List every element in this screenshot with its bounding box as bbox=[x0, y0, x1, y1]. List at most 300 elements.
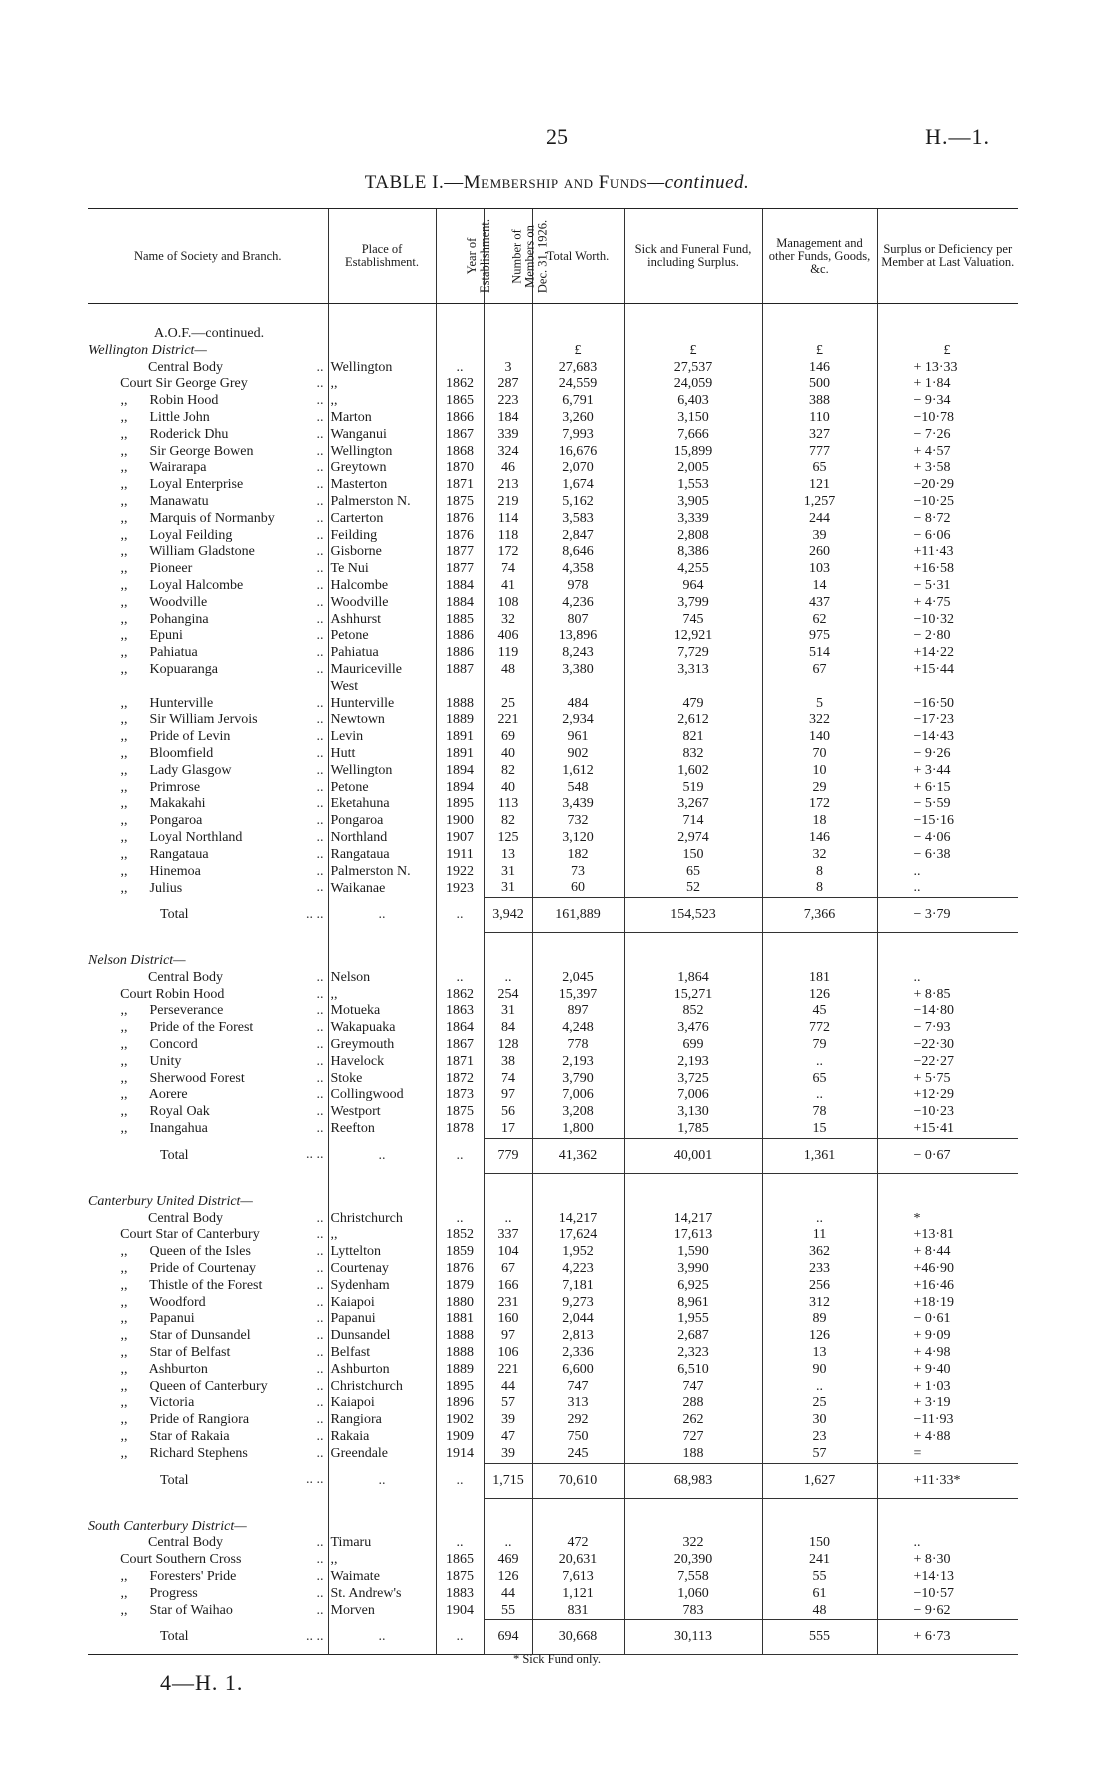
place-of-establishment: Wellington bbox=[330, 762, 393, 778]
leader-dots: .. bbox=[316, 1294, 324, 1310]
sick-funeral-fund: 288 bbox=[624, 1395, 762, 1412]
place-of-establishment: Greendale bbox=[330, 1446, 389, 1462]
sick-funeral-fund: 12,921 bbox=[624, 628, 762, 645]
surplus-deficiency: .. bbox=[877, 970, 1018, 987]
place-of-establishment: Reefton bbox=[330, 1121, 375, 1137]
sick-funeral-fund: 479 bbox=[624, 696, 762, 713]
surplus-deficiency: + 8·85 bbox=[877, 987, 1018, 1004]
surplus-deficiency: + 9·09 bbox=[877, 1328, 1018, 1345]
place-cell bbox=[328, 1362, 436, 1379]
leader-dots: .. bbox=[316, 829, 324, 845]
place-of-establishment: Collingwood bbox=[330, 1087, 404, 1103]
table-row bbox=[88, 1362, 1018, 1379]
total-worth: 17,624 bbox=[532, 1227, 624, 1244]
place-cell bbox=[328, 1295, 436, 1312]
total-worth: 978 bbox=[532, 578, 624, 595]
member-count: 3 bbox=[484, 360, 532, 377]
management-funds: 55 bbox=[762, 1569, 877, 1586]
surplus-deficiency: + 6·15 bbox=[877, 780, 1018, 797]
year-established: 1876 bbox=[436, 528, 484, 545]
branch-name-cell bbox=[88, 813, 328, 830]
spacer-cell bbox=[532, 933, 624, 954]
year-established: 1884 bbox=[436, 578, 484, 595]
sick-funeral-fund: 8,961 bbox=[624, 1295, 762, 1312]
surplus-deficiency: − 5·31 bbox=[877, 578, 1018, 595]
spacer-cell bbox=[328, 304, 436, 327]
surplus-deficiency: +18·19 bbox=[877, 1295, 1018, 1312]
place-cell bbox=[328, 1429, 436, 1446]
place-of-establishment: Palmerston N. bbox=[330, 493, 411, 509]
member-count: 223 bbox=[484, 393, 532, 410]
branch-name: Sir William Jervois bbox=[149, 712, 258, 728]
sick-funeral-fund: 27,537 bbox=[624, 360, 762, 377]
branch-prefix: ,, bbox=[120, 813, 128, 829]
empty-cell bbox=[624, 953, 762, 970]
year-established: 1876 bbox=[436, 1261, 484, 1278]
place-of-establishment: ,, bbox=[330, 376, 338, 392]
branch-name: Pride of Levin bbox=[149, 729, 231, 745]
total-worth: 3,260 bbox=[532, 410, 624, 427]
total-worth bbox=[532, 679, 624, 696]
year-established: 1867 bbox=[436, 1037, 484, 1054]
spacer-cell bbox=[532, 1173, 624, 1194]
branch-name-cell bbox=[88, 1345, 328, 1362]
place-cell bbox=[328, 1552, 436, 1569]
branch-name: Julius bbox=[149, 880, 183, 896]
branch-prefix: ,, bbox=[120, 527, 128, 543]
place-cell bbox=[328, 1328, 436, 1345]
leader-dots: .. bbox=[316, 409, 324, 425]
total-worth: 7,006 bbox=[532, 1087, 624, 1104]
place-cell bbox=[328, 796, 436, 813]
sick-funeral-fund: 7,006 bbox=[624, 1087, 762, 1104]
place-of-establishment: Courtenay bbox=[330, 1261, 389, 1277]
year-established: 1870 bbox=[436, 460, 484, 477]
year-established: 1876 bbox=[436, 511, 484, 528]
branch-name: Loyal Feilding bbox=[149, 527, 233, 543]
surplus-deficiency: − 6·06 bbox=[877, 528, 1018, 545]
table-row bbox=[88, 544, 1018, 561]
management-funds: 15 bbox=[762, 1121, 877, 1138]
table-row bbox=[88, 628, 1018, 645]
year-established: 1907 bbox=[436, 830, 484, 847]
total-label: Total bbox=[160, 1472, 189, 1488]
surplus-deficiency: − 9·62 bbox=[877, 1603, 1018, 1620]
member-count: 221 bbox=[484, 712, 532, 729]
member-count: 17 bbox=[484, 1121, 532, 1138]
currency-unit: £ bbox=[762, 343, 877, 360]
place-cell bbox=[328, 444, 436, 461]
sick-funeral-fund: 852 bbox=[624, 1003, 762, 1020]
table-row bbox=[88, 494, 1018, 511]
empty-cell bbox=[532, 953, 624, 970]
empty-cell bbox=[762, 326, 877, 343]
leader-dots: .. bbox=[316, 1121, 324, 1137]
place-cell bbox=[328, 1211, 436, 1228]
total-worth: 9,273 bbox=[532, 1295, 624, 1312]
table-row bbox=[88, 1311, 1018, 1328]
total-worth: 807 bbox=[532, 612, 624, 629]
empty-cell bbox=[762, 1519, 877, 1536]
table-row bbox=[88, 1603, 1018, 1620]
total-worth: 292 bbox=[532, 1412, 624, 1429]
sick-funeral-fund: 3,799 bbox=[624, 595, 762, 612]
place-cell bbox=[328, 1412, 436, 1429]
table-row bbox=[88, 595, 1018, 612]
branch-prefix: ,, bbox=[120, 1311, 128, 1327]
member-count: .. bbox=[484, 1535, 532, 1552]
table-row bbox=[88, 376, 1018, 393]
management-funds: 14 bbox=[762, 578, 877, 595]
total-members: 694 bbox=[484, 1620, 532, 1655]
leader-dots: .. bbox=[316, 1552, 324, 1568]
total-worth: 24,559 bbox=[532, 376, 624, 393]
header-total-worth: Total Worth. bbox=[532, 209, 624, 304]
sick-funeral-fund: 783 bbox=[624, 1603, 762, 1620]
total-year-dots: .. bbox=[436, 1138, 484, 1173]
management-funds: 241 bbox=[762, 1552, 877, 1569]
surplus-deficiency: + 3·58 bbox=[877, 460, 1018, 477]
total-worth: 1,121 bbox=[532, 1586, 624, 1603]
empty-cell bbox=[436, 953, 484, 970]
empty-cell bbox=[436, 1519, 484, 1536]
place-cell bbox=[328, 1603, 436, 1620]
spacer-cell bbox=[624, 1498, 762, 1519]
management-funds: 126 bbox=[762, 987, 877, 1004]
year-established: 1864 bbox=[436, 1020, 484, 1037]
sick-funeral-fund: 1,060 bbox=[624, 1586, 762, 1603]
branch-name: Hinemoa bbox=[149, 863, 201, 879]
spacer-cell bbox=[624, 1173, 762, 1194]
total-surplus: + 6·73 bbox=[877, 1620, 1018, 1655]
total-year-dots: .. bbox=[436, 898, 484, 933]
member-count: 128 bbox=[484, 1037, 532, 1054]
sick-funeral-fund: 1,553 bbox=[624, 477, 762, 494]
table-row bbox=[88, 679, 1018, 696]
currency-unit: £ bbox=[532, 343, 624, 360]
place-cell bbox=[328, 847, 436, 864]
branch-name-cell bbox=[88, 427, 328, 444]
spacer-row bbox=[88, 933, 1018, 954]
member-count: 97 bbox=[484, 1087, 532, 1104]
branch-name: Star of Canterbury bbox=[155, 1227, 260, 1243]
branch-name: Hunterville bbox=[149, 695, 214, 711]
management-funds: 327 bbox=[762, 427, 877, 444]
total-worth: 7,181 bbox=[532, 1278, 624, 1295]
total-worth: 4,223 bbox=[532, 1261, 624, 1278]
year-established: 1868 bbox=[436, 444, 484, 461]
leader-dots: .. bbox=[316, 1361, 324, 1377]
member-count: 32 bbox=[484, 612, 532, 629]
place-of-establishment: Ashburton bbox=[330, 1361, 390, 1377]
year-established: 1877 bbox=[436, 544, 484, 561]
sick-funeral-fund: 3,313 bbox=[624, 662, 762, 679]
sick-funeral-fund: 7,666 bbox=[624, 427, 762, 444]
total-worth: 313 bbox=[532, 1395, 624, 1412]
branch-name-cell bbox=[88, 679, 328, 696]
member-count: 221 bbox=[484, 1362, 532, 1379]
surplus-deficiency: − 8·72 bbox=[877, 511, 1018, 528]
table-row bbox=[88, 1071, 1018, 1088]
place-cell bbox=[328, 477, 436, 494]
total-worth: 73 bbox=[532, 864, 624, 881]
surplus-deficiency: −20·29 bbox=[877, 477, 1018, 494]
table-row bbox=[88, 763, 1018, 780]
management-funds: 8 bbox=[762, 880, 877, 897]
leader-dots: .. bbox=[316, 1378, 324, 1394]
branch-name-cell bbox=[88, 847, 328, 864]
membership-table-container bbox=[88, 208, 1018, 1657]
management-funds: 181 bbox=[762, 970, 877, 987]
table-title-subject: Membership and Funds bbox=[463, 172, 648, 193]
year-established: 1872 bbox=[436, 1071, 484, 1088]
surplus-deficiency: + 4·98 bbox=[877, 1345, 1018, 1362]
branch-prefix: ,, bbox=[120, 628, 128, 644]
branch-name: Richard Stephens bbox=[149, 1446, 248, 1462]
spacer-cell bbox=[877, 933, 1018, 954]
total-worth: 1,800 bbox=[532, 1121, 624, 1138]
leader-dots: .. bbox=[316, 426, 324, 442]
management-funds: 256 bbox=[762, 1278, 877, 1295]
member-count: 38 bbox=[484, 1054, 532, 1071]
sick-funeral-fund: 3,990 bbox=[624, 1261, 762, 1278]
total-worth: 3,439 bbox=[532, 796, 624, 813]
member-count: 114 bbox=[484, 511, 532, 528]
table-row bbox=[88, 1429, 1018, 1446]
leader-dots: .. bbox=[316, 1429, 324, 1445]
member-count: 31 bbox=[484, 864, 532, 881]
branch-name: Victoria bbox=[149, 1395, 195, 1411]
member-count: 469 bbox=[484, 1552, 532, 1569]
leader-dots: .. bbox=[316, 1395, 324, 1411]
branch-name-cell bbox=[88, 1446, 328, 1463]
branch-name: Papanui bbox=[149, 1311, 195, 1327]
place-of-establishment: Westport bbox=[330, 1104, 381, 1120]
table-row bbox=[88, 1244, 1018, 1261]
sick-funeral-fund: 15,271 bbox=[624, 987, 762, 1004]
year-established: 1896 bbox=[436, 1395, 484, 1412]
branch-name: Marquis of Normanby bbox=[149, 510, 275, 526]
branch-prefix: Court bbox=[120, 376, 152, 392]
place-of-establishment: Rangiora bbox=[330, 1412, 382, 1428]
place-cell bbox=[328, 628, 436, 645]
place-of-establishment: Pongaroa bbox=[330, 813, 384, 829]
place-of-establishment: Masterton bbox=[330, 477, 388, 493]
place-of-establishment: Morven bbox=[330, 1602, 375, 1618]
year-established: 1895 bbox=[436, 1379, 484, 1396]
management-funds: 150 bbox=[762, 1535, 877, 1552]
bottom-reference: 4—H. 1. bbox=[160, 1670, 244, 1695]
total-worth: 778 bbox=[532, 1037, 624, 1054]
place-cell bbox=[328, 1345, 436, 1362]
table-row bbox=[88, 1328, 1018, 1345]
branch-prefix: Court bbox=[120, 1227, 152, 1243]
leader-dots: .. bbox=[316, 796, 324, 812]
branch-name-cell bbox=[88, 662, 328, 679]
sick-funeral-fund: 4,255 bbox=[624, 561, 762, 578]
branch-name-cell bbox=[88, 780, 328, 797]
branch-prefix: ,, bbox=[120, 796, 128, 812]
total-worth: 5,162 bbox=[532, 494, 624, 511]
spacer-cell bbox=[328, 1498, 436, 1519]
total-worth: 484 bbox=[532, 696, 624, 713]
branch-name-cell bbox=[88, 1037, 328, 1054]
place-of-establishment: Wellington bbox=[330, 359, 393, 375]
leader-dots: .. bbox=[316, 645, 324, 661]
member-count: 74 bbox=[484, 561, 532, 578]
sick-funeral-fund: 2,808 bbox=[624, 528, 762, 545]
sick-funeral-fund: 3,130 bbox=[624, 1104, 762, 1121]
branch-name-cell bbox=[88, 494, 328, 511]
branch-name: Pioneer bbox=[149, 561, 193, 577]
empty-cell bbox=[877, 1519, 1018, 1536]
surplus-deficiency: + 3·44 bbox=[877, 763, 1018, 780]
membership-funds-table bbox=[88, 208, 1018, 1657]
table-row bbox=[88, 645, 1018, 662]
society-label-row bbox=[88, 326, 1018, 343]
table-row bbox=[88, 1395, 1018, 1412]
branch-name-cell bbox=[88, 612, 328, 629]
surplus-deficiency: +16·58 bbox=[877, 561, 1018, 578]
management-funds bbox=[762, 679, 877, 696]
member-count bbox=[484, 679, 532, 696]
spacer-cell bbox=[762, 933, 877, 954]
spacer-row bbox=[88, 1173, 1018, 1194]
branch-prefix: ,, bbox=[120, 544, 128, 560]
table-row bbox=[88, 477, 1018, 494]
place-of-establishment: ,, bbox=[330, 1227, 338, 1243]
sick-funeral-fund: 6,925 bbox=[624, 1278, 762, 1295]
place-cell bbox=[328, 561, 436, 578]
surplus-deficiency: + 3·19 bbox=[877, 1395, 1018, 1412]
branch-prefix: ,, bbox=[120, 460, 128, 476]
management-funds: 23 bbox=[762, 1429, 877, 1446]
spacer-cell bbox=[88, 1173, 328, 1194]
branch-name-cell bbox=[88, 477, 328, 494]
total-sick-sum: 154,523 bbox=[624, 898, 762, 933]
place-of-establishment: Greytown bbox=[330, 460, 387, 476]
year-established: 1886 bbox=[436, 645, 484, 662]
empty-cell bbox=[484, 1519, 532, 1536]
total-worth: 8,646 bbox=[532, 544, 624, 561]
spacer-cell bbox=[877, 1173, 1018, 1194]
total-worth: 13,896 bbox=[532, 628, 624, 645]
place-of-establishment: Feilding bbox=[330, 527, 378, 543]
total-members: 1,715 bbox=[484, 1463, 532, 1498]
member-count: 160 bbox=[484, 1311, 532, 1328]
leader-dots: .. bbox=[316, 544, 324, 560]
branch-name-cell bbox=[88, 746, 328, 763]
member-count: 44 bbox=[484, 1586, 532, 1603]
leader-dots: .. bbox=[316, 443, 324, 459]
sick-funeral-fund: 519 bbox=[624, 780, 762, 797]
branch-prefix: ,, bbox=[120, 1345, 128, 1361]
year-established: 1877 bbox=[436, 561, 484, 578]
year-established: 1894 bbox=[436, 763, 484, 780]
surplus-deficiency: −14·43 bbox=[877, 729, 1018, 746]
member-count: 39 bbox=[484, 1412, 532, 1429]
total-worth: 2,847 bbox=[532, 528, 624, 545]
management-funds: 11 bbox=[762, 1227, 877, 1244]
leader-dots: .. bbox=[316, 986, 324, 1002]
member-count: 74 bbox=[484, 1071, 532, 1088]
district-label-row bbox=[88, 1519, 1018, 1536]
branch-prefix: Court bbox=[120, 1552, 152, 1568]
place-cell bbox=[328, 1121, 436, 1138]
sick-funeral-fund: 699 bbox=[624, 1037, 762, 1054]
branch-prefix: ,, bbox=[120, 594, 128, 610]
management-funds: 514 bbox=[762, 645, 877, 662]
place-cell bbox=[328, 1227, 436, 1244]
leader-dots: .. bbox=[316, 460, 324, 476]
leader-dots: .. bbox=[316, 1053, 324, 1069]
member-count: 82 bbox=[484, 813, 532, 830]
branch-name-cell bbox=[88, 830, 328, 847]
header-name: Name of Society and Branch. bbox=[88, 209, 328, 304]
year-established: .. bbox=[436, 1535, 484, 1552]
management-funds: 45 bbox=[762, 1003, 877, 1020]
place-cell bbox=[328, 1037, 436, 1054]
table-row bbox=[88, 729, 1018, 746]
branch-prefix: ,, bbox=[120, 409, 128, 425]
management-funds: 57 bbox=[762, 1446, 877, 1463]
place-cell bbox=[328, 612, 436, 629]
surplus-deficiency: .. bbox=[877, 880, 1018, 897]
society-label: A.O.F.—continued. bbox=[154, 326, 265, 341]
branch-name-cell bbox=[88, 645, 328, 662]
branch-name: Pahiatua bbox=[149, 645, 198, 661]
spacer-cell bbox=[624, 304, 762, 327]
sick-funeral-fund: 727 bbox=[624, 1429, 762, 1446]
year-established: 1879 bbox=[436, 1278, 484, 1295]
branch-prefix: ,, bbox=[120, 762, 128, 778]
branch-prefix: ,, bbox=[120, 1429, 128, 1445]
branch-name: Robin Hood bbox=[155, 986, 225, 1002]
total-management-sum: 555 bbox=[762, 1620, 877, 1655]
year-established: 1865 bbox=[436, 1552, 484, 1569]
sick-funeral-fund: 1,864 bbox=[624, 970, 762, 987]
header-year-text: Year of Establishment. bbox=[464, 219, 492, 293]
place-of-establishment: Pahiatua bbox=[330, 645, 379, 661]
sick-funeral-fund: 14,217 bbox=[624, 1211, 762, 1228]
place-of-establishment: Motueka bbox=[330, 1003, 381, 1019]
year-established: 1867 bbox=[436, 427, 484, 444]
total-place-dots: .. bbox=[328, 1463, 436, 1498]
member-count: 113 bbox=[484, 796, 532, 813]
member-count: 219 bbox=[484, 494, 532, 511]
place-of-establishment: Kaiapoi bbox=[330, 1395, 375, 1411]
management-funds: 62 bbox=[762, 612, 877, 629]
total-worth: 1,612 bbox=[532, 763, 624, 780]
place-of-establishment: Hutt bbox=[330, 745, 356, 761]
surplus-deficiency: +16·46 bbox=[877, 1278, 1018, 1295]
place-cell bbox=[328, 393, 436, 410]
member-count: 46 bbox=[484, 460, 532, 477]
total-worth: 182 bbox=[532, 847, 624, 864]
total-worth: 4,236 bbox=[532, 595, 624, 612]
management-funds: 32 bbox=[762, 847, 877, 864]
table-row bbox=[88, 746, 1018, 763]
management-funds: 70 bbox=[762, 746, 877, 763]
leader-dots: .. bbox=[316, 762, 324, 778]
leader-dots: .. bbox=[316, 1020, 324, 1036]
district-label: Canterbury United District— bbox=[88, 1193, 253, 1209]
leader-dots: .. bbox=[316, 1261, 324, 1277]
total-sick-sum: 68,983 bbox=[624, 1463, 762, 1498]
leader-dots: .. bbox=[316, 527, 324, 543]
place-of-establishment: Northland bbox=[330, 829, 388, 845]
management-funds: 388 bbox=[762, 393, 877, 410]
